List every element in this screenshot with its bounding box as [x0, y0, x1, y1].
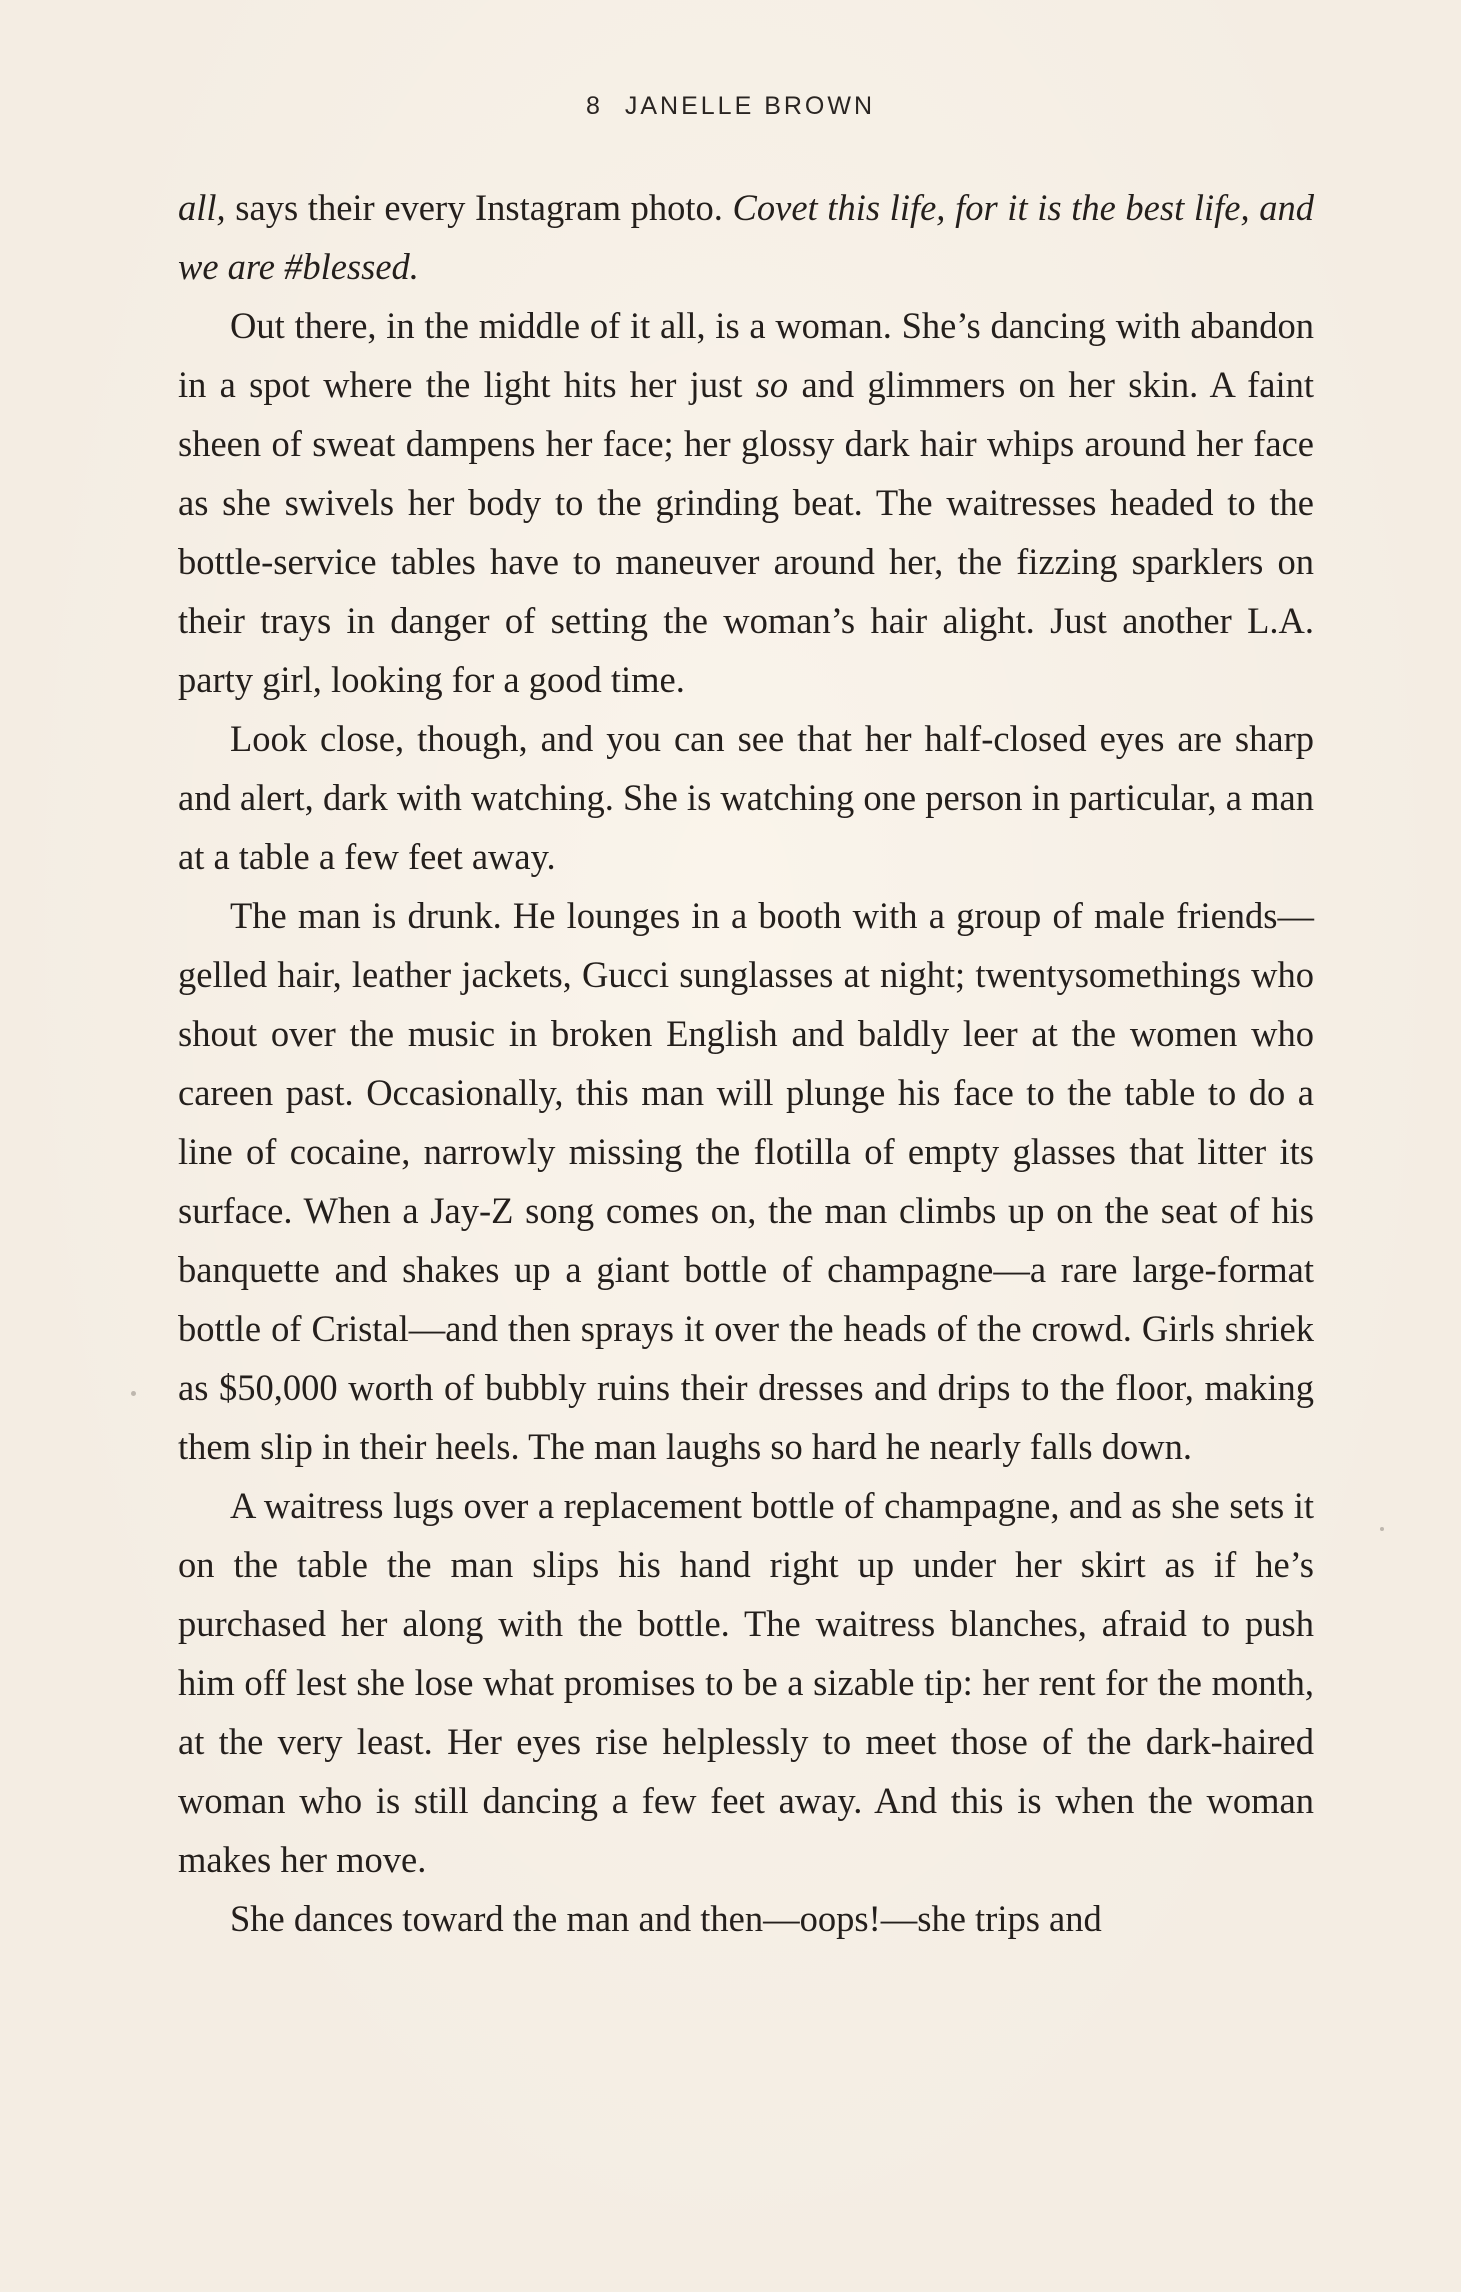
paper-speck: [1380, 1527, 1384, 1531]
paragraph: [178, 1889, 1314, 1948]
text-run: The man is drunk. He lounges in a booth with a group of male friends—gelled hair, leather jackets, Gucci sunglasses at night; twentysomethings who shout over the music in broken English and baldly leer at the women who careen past. Occasionally, this man will plunge his face to the table to do a line of cocaine, narrowly missing the flotilla of empty glasses that litter its surface. When a Jay-Z song comes on, the man climbs up on the seat of his banquette and shakes up a giant bottle of champagne—a rare large-format bottle of Cristal—and then sprays it over the heads of the crowd. Girls shriek as $50,000 worth of bubbly ruins their dresses and drips to the floor, making them slip in their heels. The man laughs so hard he nearly falls down.: [178, 895, 1314, 1467]
italic-text: all,: [178, 187, 226, 228]
paragraph: [178, 1476, 1314, 1889]
paper-speck: [131, 1391, 136, 1396]
italic-text: so: [755, 364, 789, 405]
text-run: Out there, in the middle of it all, is a woman. She’s dancing with abandon in a spot where the light hits her just: [178, 305, 1314, 405]
running-head: [0, 92, 1461, 121]
paragraph: [178, 886, 1314, 1476]
text-run: A waitress lugs over a replacement bottle of champagne, and as she sets it on the table the man slips his hand right up under her skirt as if he’s purchased her along with the bottle. The waitress blanches, afraid to push him off lest she lose what promises to be a sizable tip: her rent for the month, at the very least. Her eyes rise helplessly to meet those of the dark-haired woman who is still dancing a few feet away. And this is when the woman makes her move.: [178, 1485, 1314, 1880]
paragraph: [178, 296, 1314, 709]
text-run: She dances toward the man and then—oops!—she trips and: [230, 1898, 1102, 1939]
text-run: and glimmers on her skin. A faint sheen of sweat dampens her face; her glossy dark hair whips around her face as she swivels her body to the grinding beat. The waitresses headed to the bottle-service tables have to maneuver around her, the fizzing sparklers on their trays in danger of setting the woman’s hair alight. Just another L.A. party girl, looking for a good time.: [178, 364, 1314, 700]
text-run: Look close, though, and you can see that her half-closed eyes are sharp and alert, dark with watching. She is watching one person in particular, a man at a table a few feet away.: [178, 718, 1314, 877]
body-text: [178, 178, 1314, 1948]
italic-text: Covet this life, for it is the best life, and we are #blessed.: [178, 187, 1315, 287]
author-name: JANELLE BROWN: [624, 92, 876, 120]
paragraph: [178, 709, 1314, 886]
paragraph: [178, 178, 1314, 296]
page-number: 8: [585, 92, 603, 120]
text-run: says their every Instagram photo.: [225, 187, 733, 228]
